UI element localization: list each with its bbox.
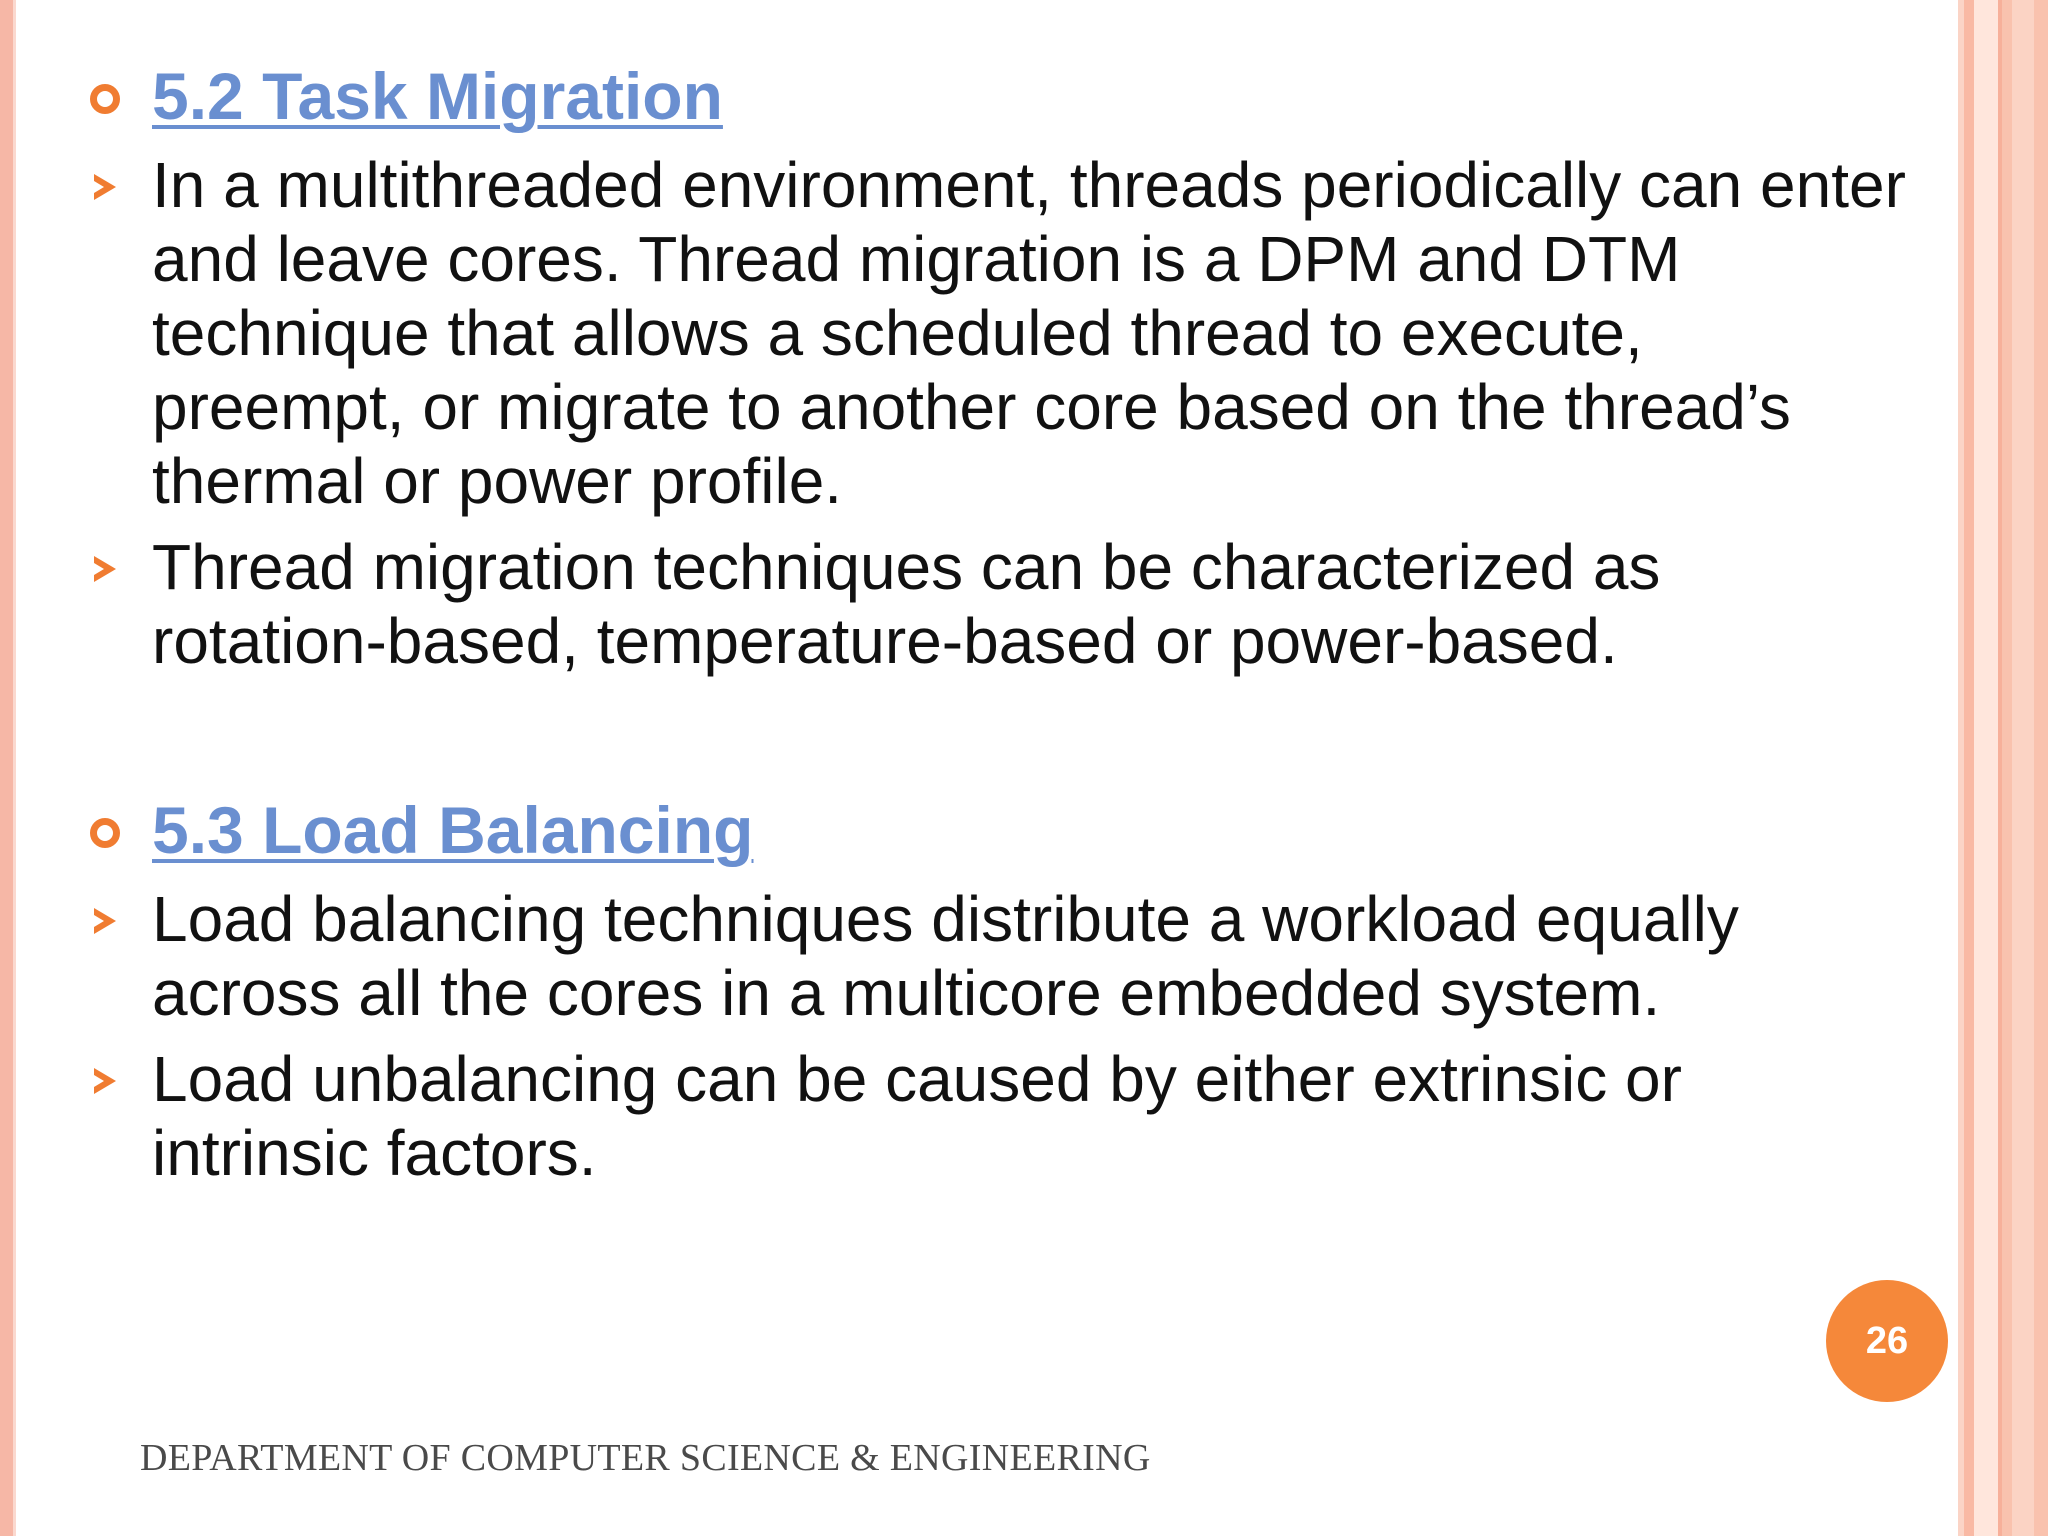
- right-decor-stripe: [1974, 0, 1998, 1536]
- bullet-point: [90, 1042, 1910, 1190]
- ring-bullet-icon: [90, 84, 120, 114]
- bullet-point: [90, 148, 1910, 518]
- footer-department: DEPARTMENT OF COMPUTER SCIENCE & ENGINEERING: [140, 1437, 1151, 1479]
- right-decor-stripe: [1964, 0, 1974, 1536]
- arrow-bullet-icon: [94, 174, 116, 200]
- section-title[interactable]: 5.2 Task Migration: [152, 59, 723, 133]
- section-heading-task-migration: [90, 48, 1910, 148]
- arrow-bullet-icon: [94, 1068, 116, 1094]
- bullet-point: [90, 530, 1910, 678]
- bullet-text: Load unbalancing can be caused by either extrinsic or intrinsic factors.: [152, 1043, 1682, 1189]
- section-title[interactable]: 5.3 Load Balancing: [152, 793, 754, 867]
- left-border-stripe-inner: [13, 0, 16, 1536]
- section-heading-load-balancing: [90, 782, 1910, 882]
- bullet-text: Load balancing techniques distribute a workload equally across all the cores in a multicore embedded system.: [152, 883, 1739, 1029]
- bullet-point: [90, 882, 1910, 1030]
- arrow-bullet-icon: [94, 556, 116, 582]
- ring-bullet-icon: [90, 818, 120, 848]
- spacer: [90, 690, 1910, 782]
- slide-content: [90, 48, 1910, 1202]
- bullet-text: Thread migration techniques can be characterized as rotation-based, temperature-based or power-based.: [152, 531, 1661, 677]
- left-border-stripe: [0, 0, 13, 1536]
- page-number-badge: 26: [1826, 1280, 1948, 1402]
- bullet-text: In a multithreaded environment, threads periodically can enter and leave cores. Thread migration is a DPM and DTM technique that allows a scheduled thread to execute, preempt, or migrate to another core based on the thread’s thermal or power profile.: [152, 149, 1906, 517]
- right-decor-stripe: [2012, 0, 2034, 1536]
- arrow-bullet-icon: [94, 908, 116, 934]
